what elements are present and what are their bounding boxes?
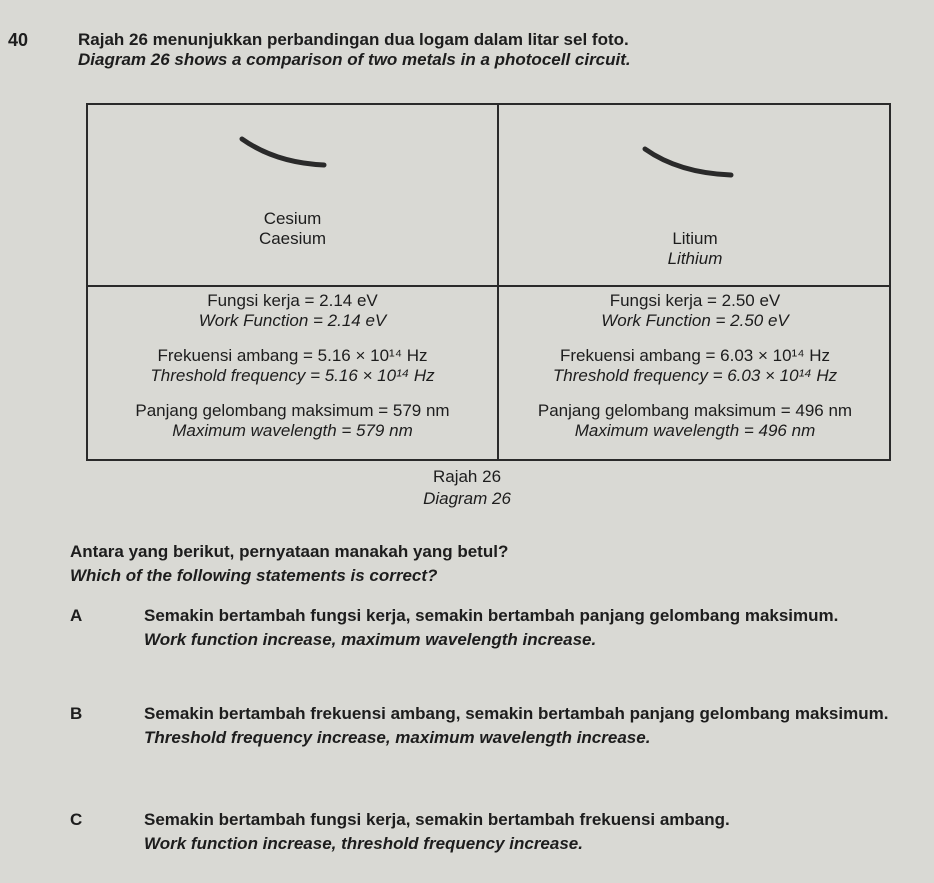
work-function [88, 291, 497, 331]
cesium-cathode-plate-icon [238, 135, 328, 169]
work-function-english: Work Function = 2.14 eV [198, 311, 387, 330]
comparison-diagram [86, 103, 891, 461]
maximum-wavelength-english: Maximum wavelength = 496 nm [574, 421, 816, 440]
work-function-malay: Fungsi kerja = 2.14 eV [207, 291, 378, 310]
question-stem [78, 30, 631, 70]
option-letter: A [70, 606, 83, 625]
threshold-frequency [499, 346, 891, 386]
option-letter: C [70, 810, 83, 829]
lithium-cathode-plate-icon [641, 145, 736, 179]
metal-name-cesium [88, 209, 497, 249]
option-text-english: Threshold frequency increase, maximum wavelength increase. [144, 728, 651, 747]
option-text-malay: Semakin bertambah frekuensi ambang, semakin bertambah panjang gelombang maksimum. [144, 704, 889, 723]
question-prompt [70, 540, 508, 588]
threshold-frequency [88, 346, 497, 386]
maximum-wavelength-malay: Panjang gelombang maksimum = 579 nm [135, 401, 450, 420]
maximum-wavelength [88, 401, 497, 441]
option-text-english: Work function increase, threshold frequency increase. [144, 834, 583, 853]
table-divider-horizontal [88, 285, 889, 287]
diagram-caption-english: Diagram 26 [423, 489, 511, 508]
work-function-english: Work Function = 2.50 eV [601, 311, 789, 330]
threshold-frequency-malay: Frekuensi ambang = 5.16 × 10¹⁴ Hz [157, 346, 428, 365]
diagram-caption-malay: Rajah 26 [432, 467, 502, 486]
threshold-frequency-english: Threshold frequency = 6.03 × 10¹⁴ Hz [552, 366, 838, 385]
question-number: 40 [8, 30, 29, 50]
option-letter: B [70, 704, 83, 723]
maximum-wavelength-malay: Panjang gelombang maksimum = 496 nm [537, 401, 853, 420]
metal-name-malay: Cesium [263, 209, 322, 228]
option-c[interactable] [70, 808, 910, 856]
cesium-properties [88, 291, 497, 456]
option-a[interactable] [70, 604, 910, 652]
work-function [499, 291, 891, 331]
diagram-caption [0, 466, 934, 510]
option-text-english: Work function increase, maximum wavelength increase. [144, 630, 597, 649]
metal-name-malay: Litium [672, 229, 718, 248]
option-text-malay: Semakin bertambah fungsi kerja, semakin bertambah panjang gelombang maksimum. [144, 606, 839, 625]
metal-name-lithium [499, 229, 891, 269]
question-stem-malay: Rajah 26 menunjukkan perbandingan dua logam dalam litar sel foto. [78, 30, 629, 49]
metal-name-english: Lithium [667, 249, 723, 268]
threshold-frequency-english: Threshold frequency = 5.16 × 10¹⁴ Hz [150, 366, 435, 385]
question-prompt-english: Which of the following statements is correct? [70, 566, 438, 585]
question-stem-english: Diagram 26 shows a comparison of two metals in a photocell circuit. [78, 50, 631, 69]
maximum-wavelength [499, 401, 891, 441]
option-b[interactable] [70, 702, 910, 750]
threshold-frequency-malay: Frekuensi ambang = 6.03 × 10¹⁴ Hz [559, 346, 830, 365]
maximum-wavelength-english: Maximum wavelength = 579 nm [172, 421, 413, 440]
work-function-malay: Fungsi kerja = 2.50 eV [609, 291, 781, 310]
option-text-malay: Semakin bertambah fungsi kerja, semakin bertambah frekuensi ambang. [144, 810, 730, 829]
metal-name-english: Caesium [258, 229, 327, 248]
lithium-properties [499, 291, 891, 456]
question-prompt-malay: Antara yang berikut, pernyataan manakah yang betul? [70, 542, 509, 561]
